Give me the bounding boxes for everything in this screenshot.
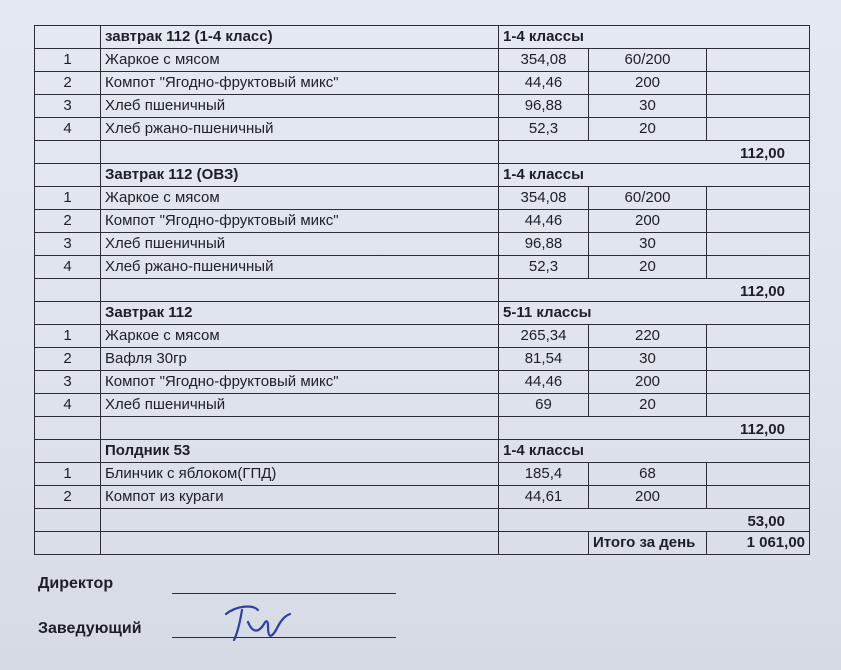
- item-extra-cell: [707, 463, 810, 486]
- item-price: 44,61: [499, 486, 589, 509]
- item-price: 96,88: [499, 95, 589, 118]
- menu-item-row: [35, 233, 810, 256]
- item-name: Хлеб пшеничный: [101, 394, 499, 417]
- section-header-row: [35, 26, 810, 49]
- section-total-row: [35, 279, 810, 302]
- item-number: 3: [35, 371, 101, 394]
- menu-item-row: [35, 256, 810, 279]
- item-extra-cell: [707, 49, 810, 72]
- total-blank-cell: [35, 279, 101, 302]
- section-total: 112,00: [499, 279, 810, 302]
- menu-item-row: [35, 210, 810, 233]
- total-blank-cell: [35, 509, 101, 532]
- total-blank-cell: [101, 417, 499, 440]
- item-price: 354,08: [499, 187, 589, 210]
- item-name: Компот "Ягодно-фруктовый микс": [101, 371, 499, 394]
- item-number: 4: [35, 394, 101, 417]
- item-weight: 30: [589, 348, 707, 371]
- item-number: 3: [35, 233, 101, 256]
- item-extra-cell: [707, 394, 810, 417]
- menu-table: [34, 25, 810, 555]
- item-name: Хлеб пшеничный: [101, 95, 499, 118]
- section-total-row: [35, 509, 810, 532]
- section-title: Полдник 53: [101, 440, 499, 463]
- item-number: 2: [35, 210, 101, 233]
- item-name: Хлеб ржано-пшеничный: [101, 256, 499, 279]
- item-number: 4: [35, 118, 101, 141]
- section-grade: 5-11 классы: [499, 302, 810, 325]
- item-weight: 200: [589, 72, 707, 95]
- item-weight: 200: [589, 486, 707, 509]
- item-price: 44,46: [499, 371, 589, 394]
- handwritten-signature: [218, 600, 298, 644]
- item-number: 2: [35, 72, 101, 95]
- item-extra-cell: [707, 348, 810, 371]
- item-name: Жаркое с мясом: [101, 49, 499, 72]
- item-extra-cell: [707, 187, 810, 210]
- item-number: 2: [35, 348, 101, 371]
- item-name: Жаркое с мясом: [101, 325, 499, 348]
- section-total-row: [35, 141, 810, 164]
- item-number: 1: [35, 187, 101, 210]
- item-number: 1: [35, 463, 101, 486]
- item-extra-cell: [707, 72, 810, 95]
- item-name: Жаркое с мясом: [101, 187, 499, 210]
- grand-total-label: Итого за день: [589, 532, 707, 555]
- item-name: Компот "Ягодно-фруктовый микс": [101, 72, 499, 95]
- total-blank-cell: [101, 279, 499, 302]
- item-weight: 60/200: [589, 187, 707, 210]
- item-weight: 68: [589, 463, 707, 486]
- item-price: 69: [499, 394, 589, 417]
- item-price: 44,46: [499, 72, 589, 95]
- item-price: 185,4: [499, 463, 589, 486]
- item-number: 3: [35, 95, 101, 118]
- total-blank-cell: [101, 141, 499, 164]
- manager-label: Заведующий: [38, 620, 142, 637]
- item-weight: 200: [589, 371, 707, 394]
- grand-total-value: 1 061,00: [707, 532, 810, 555]
- item-extra-cell: [707, 233, 810, 256]
- section-header-blank-cell: [35, 440, 101, 463]
- menu-item-row: [35, 463, 810, 486]
- section-title: Завтрак 112 (ОВЗ): [101, 164, 499, 187]
- menu-item-row: [35, 394, 810, 417]
- item-name: Хлеб ржано-пшеничный: [101, 118, 499, 141]
- item-weight: 20: [589, 256, 707, 279]
- item-price: 265,34: [499, 325, 589, 348]
- item-name: Вафля 30гр: [101, 348, 499, 371]
- section-header-row: [35, 302, 810, 325]
- item-extra-cell: [707, 210, 810, 233]
- item-number: 4: [35, 256, 101, 279]
- item-price: 52,3: [499, 256, 589, 279]
- item-weight: 20: [589, 394, 707, 417]
- item-extra-cell: [707, 325, 810, 348]
- menu-item-row: [35, 486, 810, 509]
- menu-item-row: [35, 371, 810, 394]
- menu-item-row: [35, 118, 810, 141]
- total-blank-cell: [35, 141, 101, 164]
- section-grade: 1-4 классы: [499, 164, 810, 187]
- section-header-blank-cell: [35, 164, 101, 187]
- director-signature-line: [172, 593, 396, 594]
- menu-item-row: [35, 72, 810, 95]
- signature-stroke: [226, 607, 290, 640]
- item-number: 1: [35, 49, 101, 72]
- menu-item-row: [35, 325, 810, 348]
- total-blank-cell: [101, 509, 499, 532]
- menu-item-row: [35, 49, 810, 72]
- menu-item-row: [35, 187, 810, 210]
- section-grade: 1-4 классы: [499, 440, 810, 463]
- item-name: Блинчик с яблоком(ГПД): [101, 463, 499, 486]
- item-extra-cell: [707, 118, 810, 141]
- item-name: Компот из кураги: [101, 486, 499, 509]
- item-price: 354,08: [499, 49, 589, 72]
- item-price: 44,46: [499, 210, 589, 233]
- item-weight: 200: [589, 210, 707, 233]
- section-total: 112,00: [499, 417, 810, 440]
- section-title: завтрак 112 (1-4 класс): [101, 26, 499, 49]
- item-name: Компот "Ягодно-фруктовый микс": [101, 210, 499, 233]
- item-number: 1: [35, 325, 101, 348]
- item-extra-cell: [707, 256, 810, 279]
- total-blank-cell: [35, 417, 101, 440]
- section-header-row: [35, 440, 810, 463]
- item-number: 2: [35, 486, 101, 509]
- menu-item-row: [35, 348, 810, 371]
- section-header-blank-cell: [35, 302, 101, 325]
- grand-blank-cell: [35, 532, 101, 555]
- section-header-blank-cell: [35, 26, 101, 49]
- item-price: 81,54: [499, 348, 589, 371]
- item-weight: 30: [589, 233, 707, 256]
- item-weight: 20: [589, 118, 707, 141]
- section-total-row: [35, 417, 810, 440]
- section-total: 112,00: [499, 141, 810, 164]
- director-label: Директор: [38, 575, 114, 592]
- item-weight: 60/200: [589, 49, 707, 72]
- item-price: 96,88: [499, 233, 589, 256]
- grand-blank-cell: [101, 532, 499, 555]
- section-grade: 1-4 классы: [499, 26, 810, 49]
- grand-total-row: [35, 532, 810, 555]
- item-extra-cell: [707, 486, 810, 509]
- section-header-row: [35, 164, 810, 187]
- item-extra-cell: [707, 371, 810, 394]
- section-total: 53,00: [499, 509, 810, 532]
- item-name: Хлеб пшеничный: [101, 233, 499, 256]
- menu-item-row: [35, 95, 810, 118]
- grand-blank-cell: [499, 532, 589, 555]
- item-price: 52,3: [499, 118, 589, 141]
- item-weight: 30: [589, 95, 707, 118]
- menu-table-body: [35, 26, 810, 555]
- item-extra-cell: [707, 95, 810, 118]
- item-weight: 220: [589, 325, 707, 348]
- section-title: Завтрак 112: [101, 302, 499, 325]
